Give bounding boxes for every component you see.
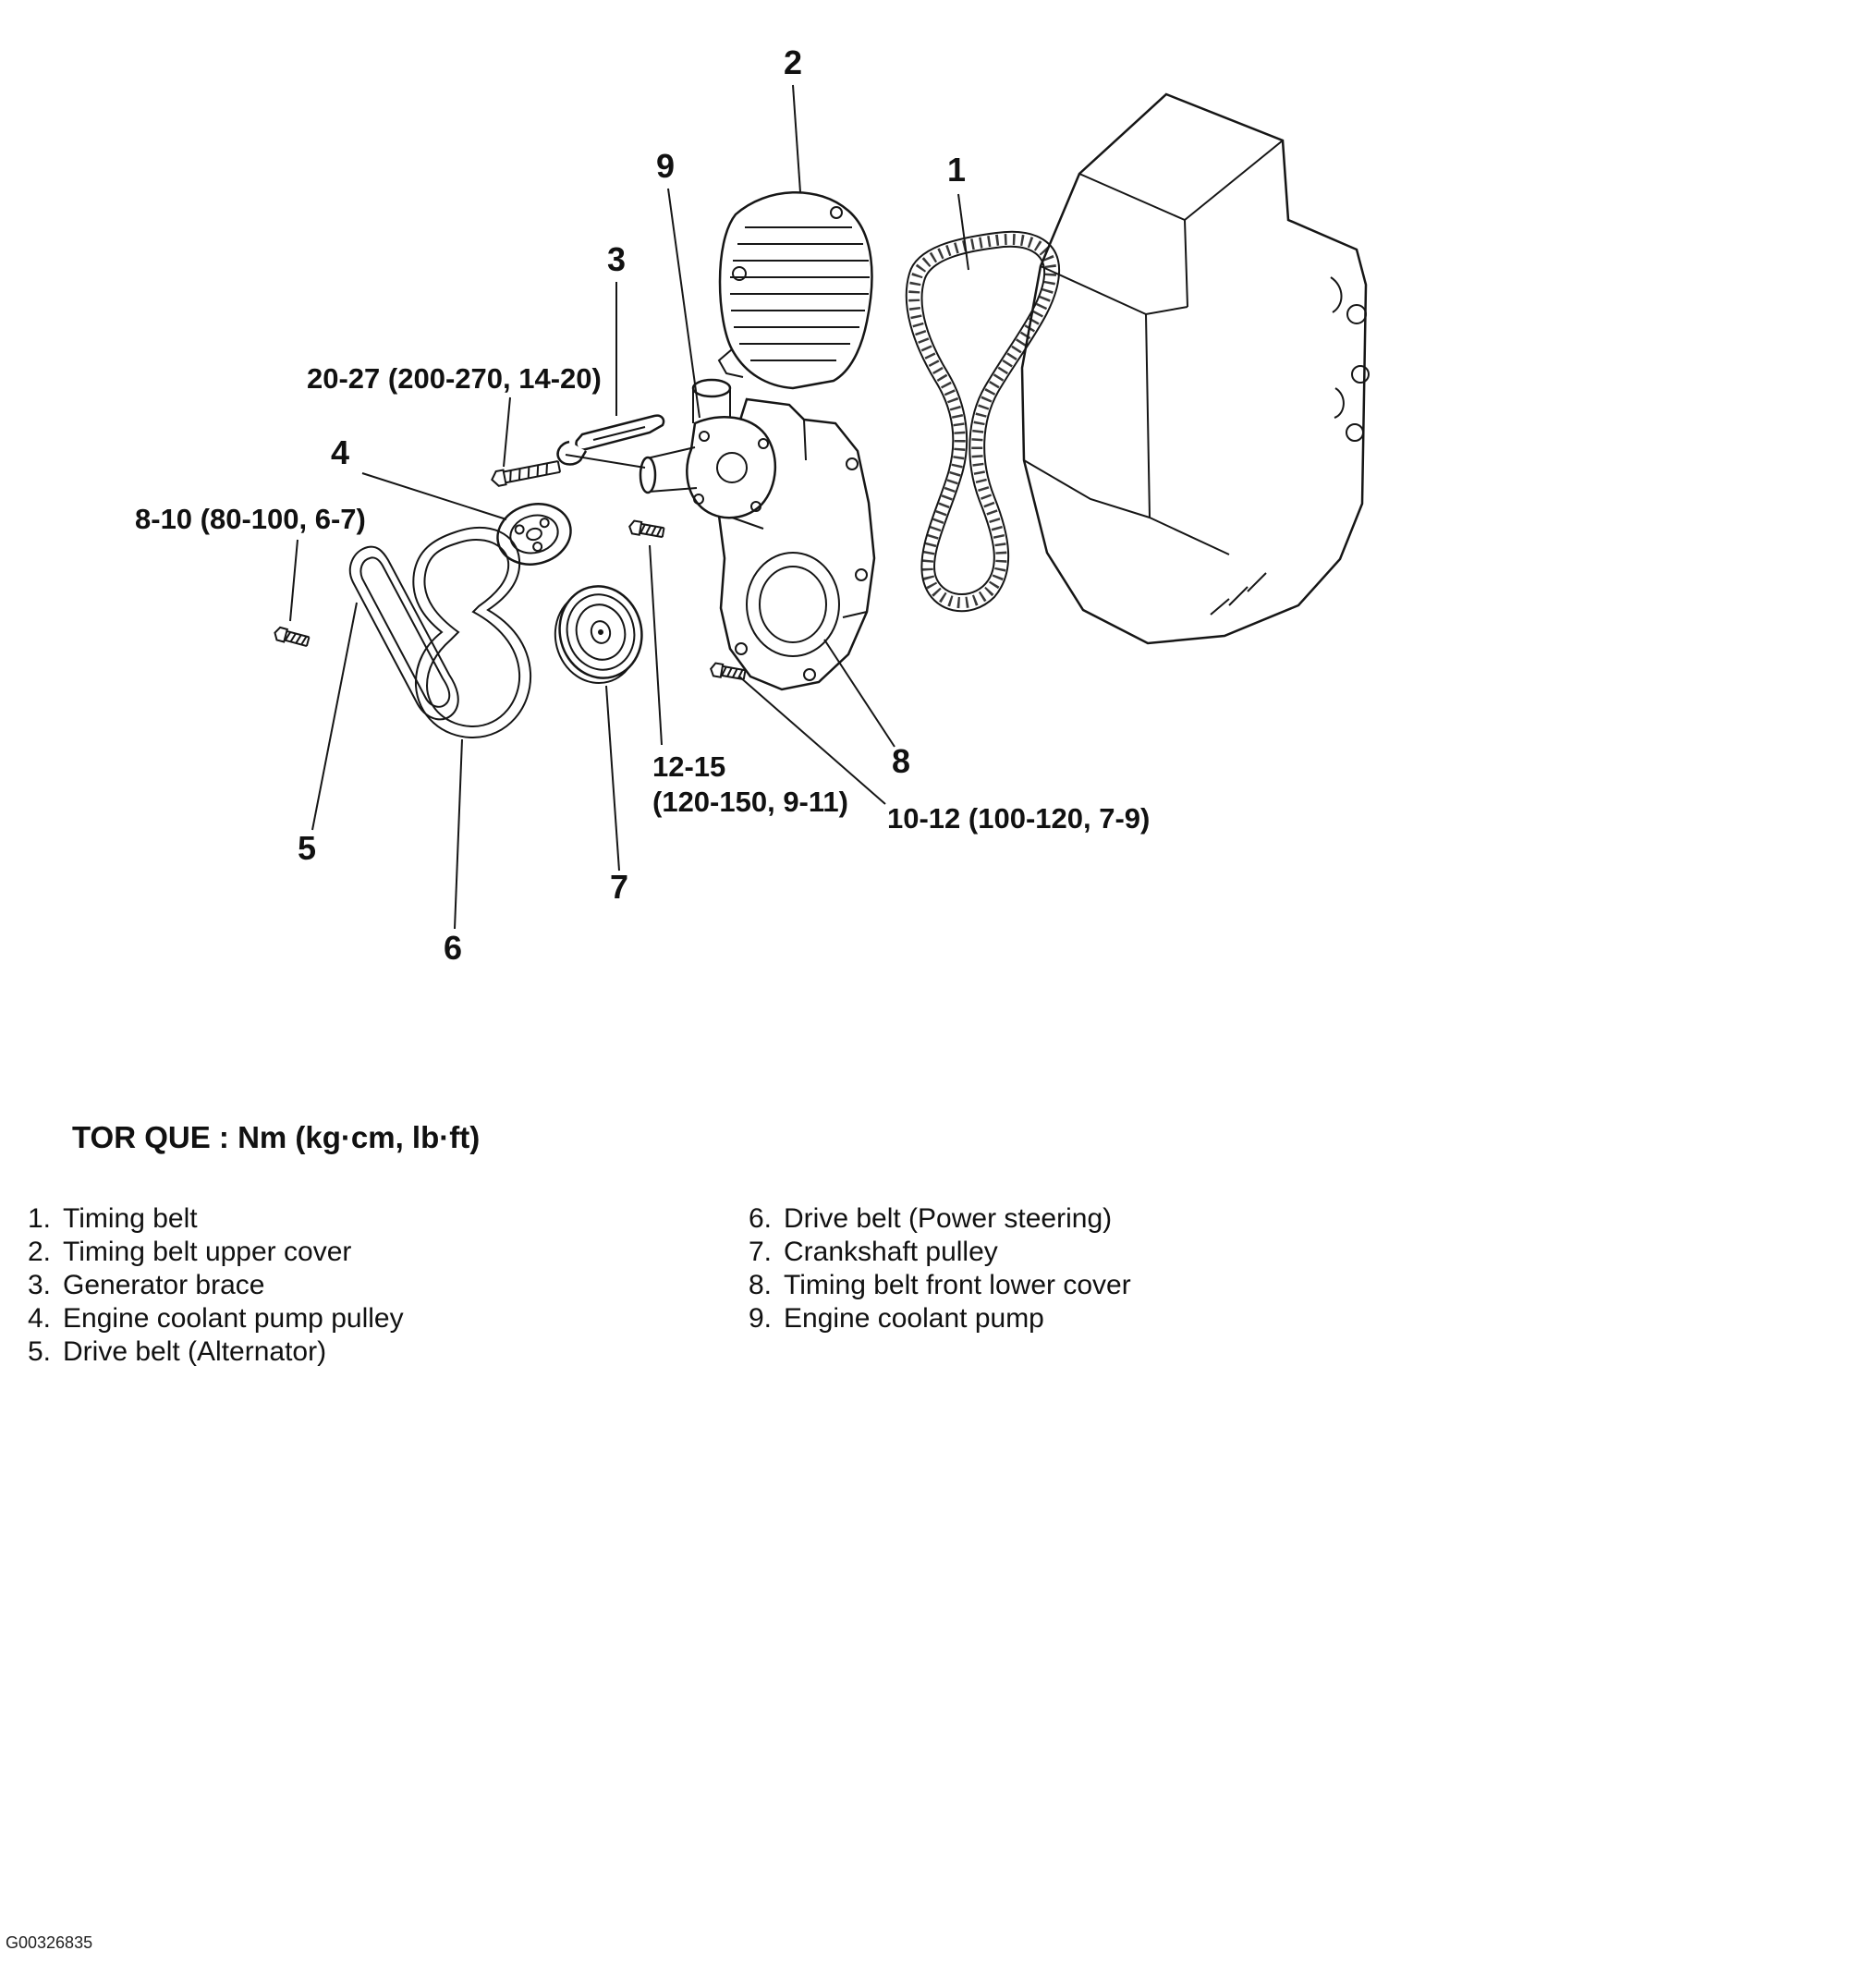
legend-num: 7. bbox=[749, 1237, 773, 1267]
legend-num: 4. bbox=[28, 1303, 52, 1334]
legend-label: Timing belt bbox=[63, 1203, 198, 1234]
legend-num: 6. bbox=[749, 1203, 773, 1234]
legend-item-7 bbox=[749, 1237, 998, 1268]
legend-item-1 bbox=[28, 1203, 198, 1235]
legend-label: Timing belt upper cover bbox=[63, 1237, 352, 1267]
callout-5: 5 bbox=[297, 829, 317, 867]
legend-item-5 bbox=[28, 1336, 326, 1368]
legend-num: 5. bbox=[28, 1336, 52, 1367]
coolant-pump-bolt-icon bbox=[628, 520, 664, 539]
legend-label: Engine coolant pump pulley bbox=[63, 1303, 404, 1334]
legend-label: Drive belt (Power steering) bbox=[784, 1203, 1113, 1234]
torque-generator-brace-bolt: 20-27 (200-270, 14-20) bbox=[307, 362, 602, 395]
legend-item-3 bbox=[28, 1270, 264, 1301]
callout-4: 4 bbox=[330, 433, 350, 471]
legend-num: 1. bbox=[28, 1203, 52, 1234]
alternator-belt-bolt-icon bbox=[274, 627, 310, 648]
legend-item-6 bbox=[749, 1203, 1112, 1235]
legend-item-9 bbox=[749, 1303, 1044, 1335]
legend-item-4 bbox=[28, 1303, 404, 1335]
torque-lower-cover-bolt: 10-12 (100-120, 7-9) bbox=[887, 802, 1151, 835]
legend-num: 8. bbox=[749, 1270, 773, 1300]
torque-units-note: TOR QUE : Nm (kg·cm, lb·ft) bbox=[72, 1120, 481, 1154]
legend-num: 3. bbox=[28, 1270, 52, 1300]
legend-label: Generator brace bbox=[63, 1270, 265, 1300]
callout-9: 9 bbox=[655, 147, 676, 185]
engine-block bbox=[1022, 94, 1369, 643]
legend-label: Crankshaft pulley bbox=[784, 1237, 998, 1267]
callout-6: 6 bbox=[443, 929, 463, 967]
figure-code: G00326835 bbox=[6, 1933, 93, 1952]
legend-label: Engine coolant pump bbox=[784, 1303, 1044, 1334]
callout-1: 1 bbox=[946, 151, 967, 189]
callout-2: 2 bbox=[783, 43, 803, 81]
timing-belt-upper-cover bbox=[719, 192, 871, 388]
legend-num: 2. bbox=[28, 1237, 52, 1267]
callout-7: 7 bbox=[609, 868, 629, 906]
torque-coolant-pump-bolt-line2: (120-150, 9-11) bbox=[652, 786, 848, 818]
crankshaft-pulley bbox=[544, 577, 653, 692]
torque-coolant-pump-bolt-line1: 12-15 bbox=[652, 750, 726, 783]
callout-8: 8 bbox=[891, 742, 911, 780]
legend-label: Timing belt front lower cover bbox=[784, 1270, 1131, 1300]
legend-num: 9. bbox=[749, 1303, 773, 1334]
legend-item-8 bbox=[749, 1270, 1131, 1301]
legend-label: Drive belt (Alternator) bbox=[63, 1336, 327, 1367]
callout-3: 3 bbox=[606, 240, 627, 278]
legend-item-2 bbox=[28, 1237, 351, 1268]
generator-brace-stud-bolt bbox=[491, 459, 561, 487]
torque-alternator-belt-bolt: 8-10 (80-100, 6-7) bbox=[135, 503, 366, 535]
